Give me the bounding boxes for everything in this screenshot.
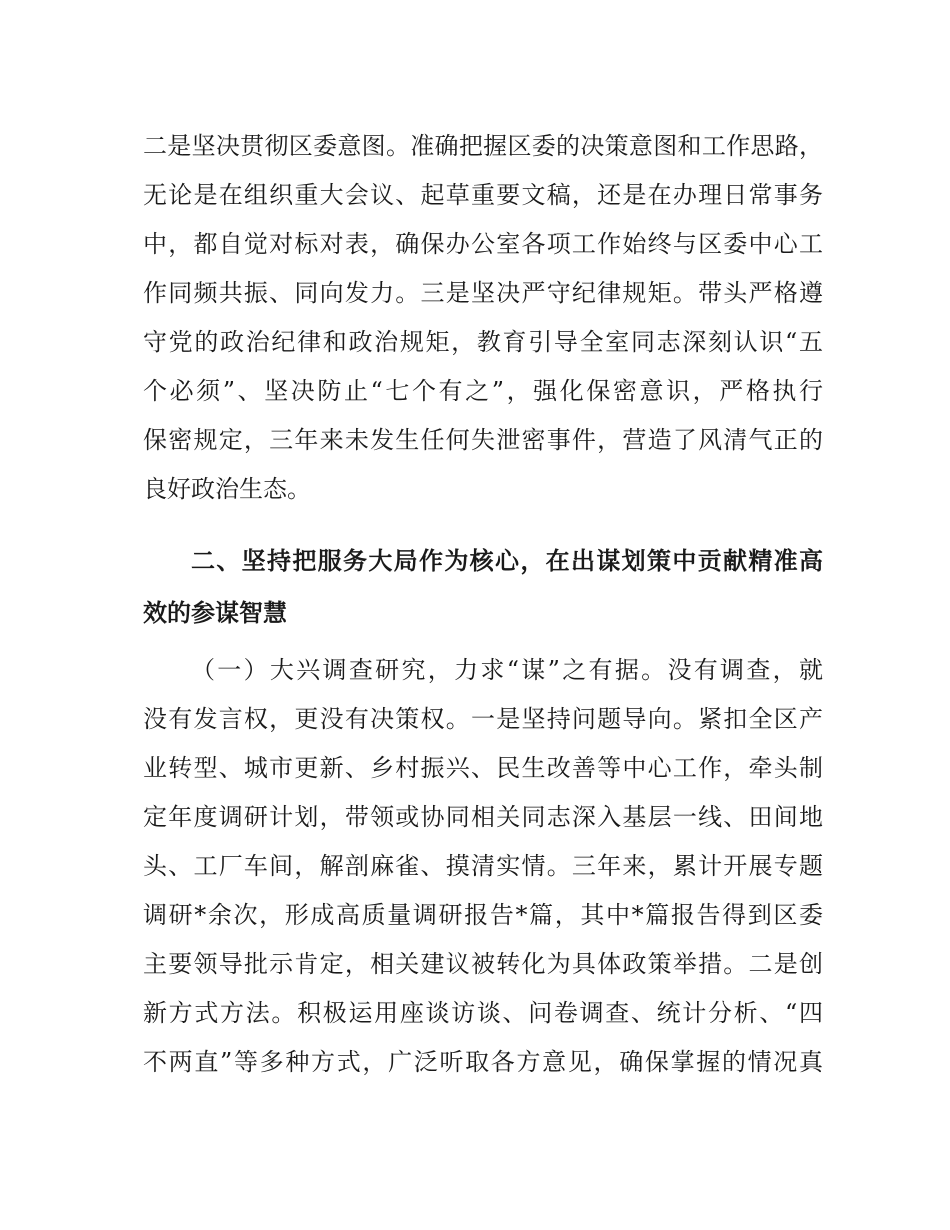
paragraph-line: 不两直”等多种方式，广泛听取各方意见，确保掌握的情况真 (143, 1048, 823, 1076)
paragraph-line: 头、工厂车间，解剖麻雀、摸清实情。三年来，累计开展专题 (143, 852, 823, 880)
paragraph-line: 调研*余次，形成高质量调研报告*篇，其中*篇报告得到区委 (143, 901, 823, 929)
paragraph-political-discipline (143, 122, 823, 514)
heading-line: 二、坚持把服务大局作为核心，在出谋划策中贡献精准高 (191, 547, 823, 575)
paragraph-line: 无论是在组织重大会议、起草重要文稿，还是在办理日常事务 (143, 181, 823, 209)
paragraph-line: 作同频共振、同向发力。三是坚决严守纪律规矩。带头严格遵 (143, 279, 823, 307)
paragraph-line: 守党的政治纪律和政治规矩，教育引导全室同志深刻认识“五 (143, 328, 823, 356)
paragraph-line: 主要领导批示肯定，相关建议被转化为具体政策举措。二是创 (143, 950, 823, 978)
paragraph-line: 中，都自觉对标对表，确保办公室各项工作始终与区委中心工 (143, 230, 823, 258)
paragraph-line: 良好政治生态。 (143, 475, 311, 503)
heading-line: 效的参谋智慧 (143, 599, 287, 627)
paragraph-line: 保密规定，三年来未发生任何失泄密事件，营造了风清气正的 (143, 426, 823, 454)
paragraph-line: 新方式方法。积极运用座谈访谈、问卷调查、统计分析、“四 (143, 999, 823, 1027)
paragraph-line: （一）大兴调查研究，力求“谋”之有据。没有调查，就 (191, 656, 823, 684)
paragraph-line: 定年度调研计划，带领或协同相关同志深入基层一线、田间地 (143, 803, 823, 831)
paragraph-line: 没有发言权，更没有决策权。一是坚持问题导向。紧扣全区产 (143, 705, 823, 733)
paragraph-research (143, 646, 823, 1087)
paragraph-line: 个必须”、坚决防止“七个有之”，强化保密意识，严格执行 (143, 377, 823, 405)
paragraph-line: 二是坚决贯彻区委意图。准确把握区委的决策意图和工作思路， (143, 132, 823, 160)
section-heading (143, 535, 823, 639)
paragraph-line: 业转型、城市更新、乡村振兴、民生改善等中心工作，牵头制 (143, 754, 823, 782)
